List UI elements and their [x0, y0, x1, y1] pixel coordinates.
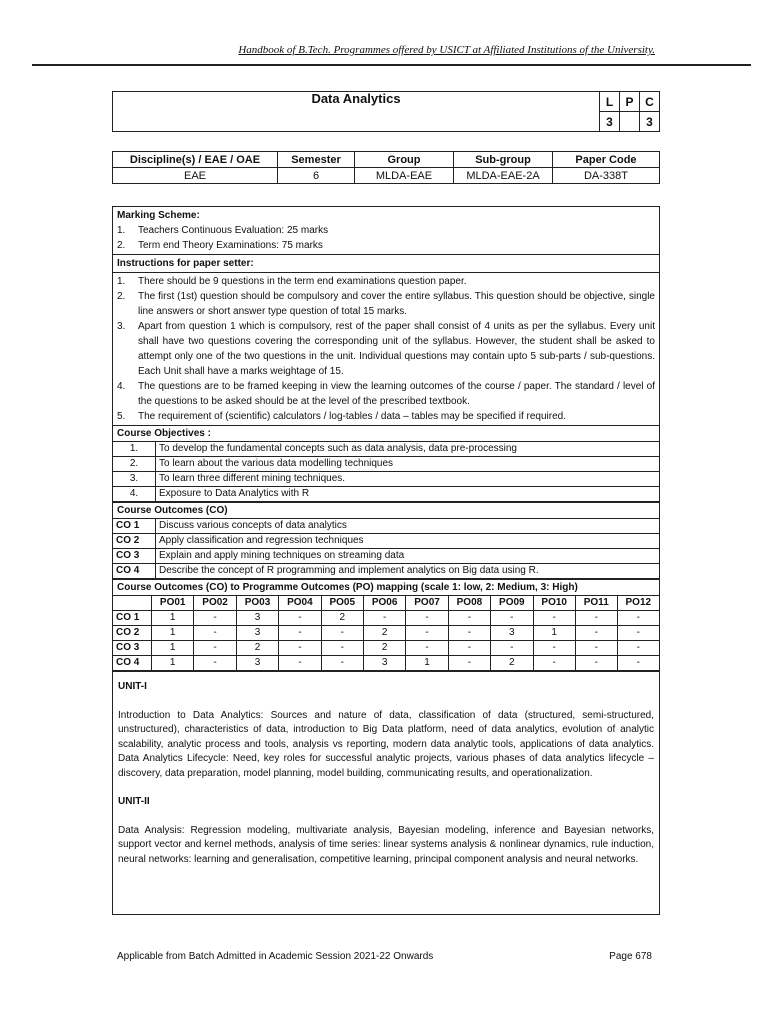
table-cell: 1 [152, 656, 194, 671]
semester-header: Semester [278, 152, 355, 168]
group-header: Group [355, 152, 454, 168]
paper-code-header: Paper Code [553, 152, 660, 168]
semester-value: 6 [278, 168, 355, 184]
discipline-header: Discipline(s) / EAE / OAE [113, 152, 278, 168]
table-cell: PO02 [194, 596, 236, 611]
table-cell: 1 [152, 611, 194, 626]
table-cell: - [491, 611, 533, 626]
table-cell: - [406, 626, 448, 641]
table-row [113, 656, 659, 671]
table-cell: CO 2 [113, 626, 152, 641]
table-cell: PO11 [575, 596, 617, 611]
marking-scheme [113, 207, 659, 255]
table-cell: CO 1 [113, 611, 152, 626]
instructions-title: Instructions for paper setter: [117, 258, 254, 269]
table-cell: - [321, 641, 363, 656]
table-cell: PO01 [152, 596, 194, 611]
table-cell: PO07 [406, 596, 448, 611]
table-row: 4. Exposure to Data Analytics with R [113, 487, 659, 502]
table-cell: 2 [236, 641, 278, 656]
table-cell: PO10 [533, 596, 575, 611]
list-item: 5. The requirement of (scientific) calculators / log-tables / data – tables may be specified if required. [117, 411, 566, 422]
table-cell: - [321, 656, 363, 671]
table-cell: - [448, 656, 490, 671]
p-value [620, 112, 640, 132]
objectives-title: Course Objectives : [117, 428, 211, 439]
footer-left: Applicable from Batch Admitted in Academic Session 2021-22 Onwards [117, 951, 434, 962]
table-cell [113, 596, 152, 611]
mapping-header-row [113, 596, 659, 611]
table-cell: 3 [236, 611, 278, 626]
table-cell: - [406, 641, 448, 656]
objectives-title-row [113, 426, 659, 442]
list-item: 2. The first (1st) question should be compulsory and cover the entire syllabus. This question should be objective, single line answers or short answer type question of total 15 marks. [117, 291, 655, 317]
unit-section [113, 671, 659, 867]
table-row [113, 626, 659, 641]
table-row: 3. To learn three different mining techniques. [113, 472, 659, 487]
instructions [113, 273, 659, 426]
unit-2-title: UNIT-II [118, 796, 150, 807]
table-row: CO 2 Apply classification and regression techniques [113, 534, 659, 549]
objectives-table [113, 442, 659, 502]
l-header: L [600, 92, 620, 112]
table-cell: 1 [152, 641, 194, 656]
table-cell: - [279, 611, 321, 626]
outcomes-title: Course Outcomes (CO) [117, 505, 228, 516]
table-row: 1. To develop the fundamental concepts such as data analysis, data pre-processing [113, 442, 659, 457]
table-cell: - [448, 626, 490, 641]
table-cell: - [575, 641, 617, 656]
table-cell: - [279, 641, 321, 656]
table-cell: 2 [321, 611, 363, 626]
table-cell: PO09 [491, 596, 533, 611]
co-po-mapping-table [113, 596, 659, 671]
running-header: Handbook of B.Tech. Programmes offered by USICT at Affiliated Institutions of the University. [238, 44, 655, 56]
table-cell: - [575, 656, 617, 671]
table-cell: PO06 [363, 596, 405, 611]
table-cell: - [448, 641, 490, 656]
p-header: P [620, 92, 640, 112]
table-row: CO 3 Explain and apply mining techniques on streaming data [113, 549, 659, 564]
table-row [113, 611, 659, 626]
course-title-table [112, 91, 660, 132]
table-cell: CO 4 [113, 656, 152, 671]
c-value: 3 [640, 112, 660, 132]
discipline-value: EAE [113, 168, 278, 184]
table-cell: - [533, 656, 575, 671]
mapping-title: Course Outcomes (CO) to Programme Outcomes (PO) mapping (scale 1: low, 2: Medium, 3: High) [117, 582, 578, 593]
list-item: 1. There should be 9 questions in the term end examinations question paper. [117, 276, 467, 287]
table-cell: - [575, 626, 617, 641]
table-cell: 3 [491, 626, 533, 641]
table-cell: 2 [491, 656, 533, 671]
list-item: 1. Teachers Continuous Evaluation: 25 marks [117, 225, 329, 236]
table-cell: PO12 [617, 596, 659, 611]
l-value: 3 [600, 112, 620, 132]
table-cell: - [617, 626, 659, 641]
subgroup-header: Sub-group [454, 152, 553, 168]
page-number: Page 678 [609, 951, 652, 962]
table-cell: 3 [236, 626, 278, 641]
outcomes-title-row [113, 502, 659, 519]
table-row: CO 4 Describe the concept of R programming and implement analytics on Big data using R. [113, 564, 659, 579]
course-title: Data Analytics [113, 92, 600, 132]
table-cell: - [617, 656, 659, 671]
table-cell: PO04 [279, 596, 321, 611]
subgroup-value: MLDA-EAE-2A [454, 168, 553, 184]
mapping-title-row [113, 579, 659, 596]
table-cell: - [363, 611, 405, 626]
table-cell: 1 [406, 656, 448, 671]
table-cell: PO08 [448, 596, 490, 611]
unit-1-text: Introduction to Data Analytics: Sources and nature of data, classification of data (structured, semi-structured, unstructured), characteristics of data, introduction to Big Data platform, need of data analytics, evolution of analytic scalability, analytic process and tools, analysis vs reporting, modern data analytic tools, applications of data analytics. Data Analytics Lifecycle: Need, key roles for successful analytic projects, various phases of data analytics lifecycle – discovery, data preparation, model planning, model building, communicating results, and operationalization. [118, 709, 654, 779]
paper-code-value: DA-338T [553, 168, 660, 184]
table-cell: - [448, 611, 490, 626]
c-header: C [640, 92, 660, 112]
page-footer [117, 951, 652, 962]
instructions-title-row [113, 255, 659, 273]
outcomes-table [113, 519, 659, 579]
table-cell: - [194, 656, 236, 671]
list-item: 4. The questions are to be framed keeping in view the learning outcomes of the course / paper. The standard / level of the questions to be asked should be at the level of the prescribed textbook. [117, 381, 655, 407]
table-cell: - [617, 611, 659, 626]
table-cell: - [406, 611, 448, 626]
table-cell: - [533, 641, 575, 656]
table-cell: 3 [363, 656, 405, 671]
table-cell: - [575, 611, 617, 626]
table-cell: 2 [363, 641, 405, 656]
header-rule [32, 64, 751, 66]
table-cell: - [279, 626, 321, 641]
table-cell: 1 [533, 626, 575, 641]
table-cell: - [491, 641, 533, 656]
table-cell: CO 3 [113, 641, 152, 656]
syllabus-box [112, 206, 660, 915]
table-cell: - [194, 641, 236, 656]
table-cell: 2 [363, 626, 405, 641]
table-cell: PO05 [321, 596, 363, 611]
table-cell: - [194, 611, 236, 626]
list-item: 3. Apart from question 1 which is compulsory, rest of the paper shall consist of 4 units as per the syllabus. Every unit shall have two questions covering the corresponding unit of the syllabus. However, the student shall be asked to attempt only one of the two questions in the unit. Individual questions may contain upto 5 sub-parts / sub-questions. Each Unit shall have a marks weightage of 15. [117, 321, 655, 377]
list-item: 2. Term end Theory Examinations: 75 marks [117, 240, 323, 251]
discipline-table [112, 151, 660, 184]
group-value: MLDA-EAE [355, 168, 454, 184]
table-cell: - [617, 641, 659, 656]
marking-title: Marking Scheme: [117, 210, 200, 221]
table-row [113, 641, 659, 656]
table-cell: 3 [236, 656, 278, 671]
table-cell: 1 [152, 626, 194, 641]
table-cell: PO03 [236, 596, 278, 611]
table-cell: - [194, 626, 236, 641]
table-cell: - [279, 656, 321, 671]
table-cell: - [533, 611, 575, 626]
table-cell: - [321, 626, 363, 641]
table-row: 2. To learn about the various data modelling techniques [113, 457, 659, 472]
table-row: CO 1 Discuss various concepts of data analytics [113, 519, 659, 534]
unit-2-text: Data Analysis: Regression modeling, multivariate analysis, Bayesian modeling, inference and Bayesian networks, support vector and kernel methods, analysis of time series: linear systems analysis & nonlinear dynamics, rule induction, neural networks: learning and generalisation, competitive learning, principal component analysis and neural networks. [118, 824, 654, 865]
unit-1-title: UNIT-I [118, 681, 147, 692]
